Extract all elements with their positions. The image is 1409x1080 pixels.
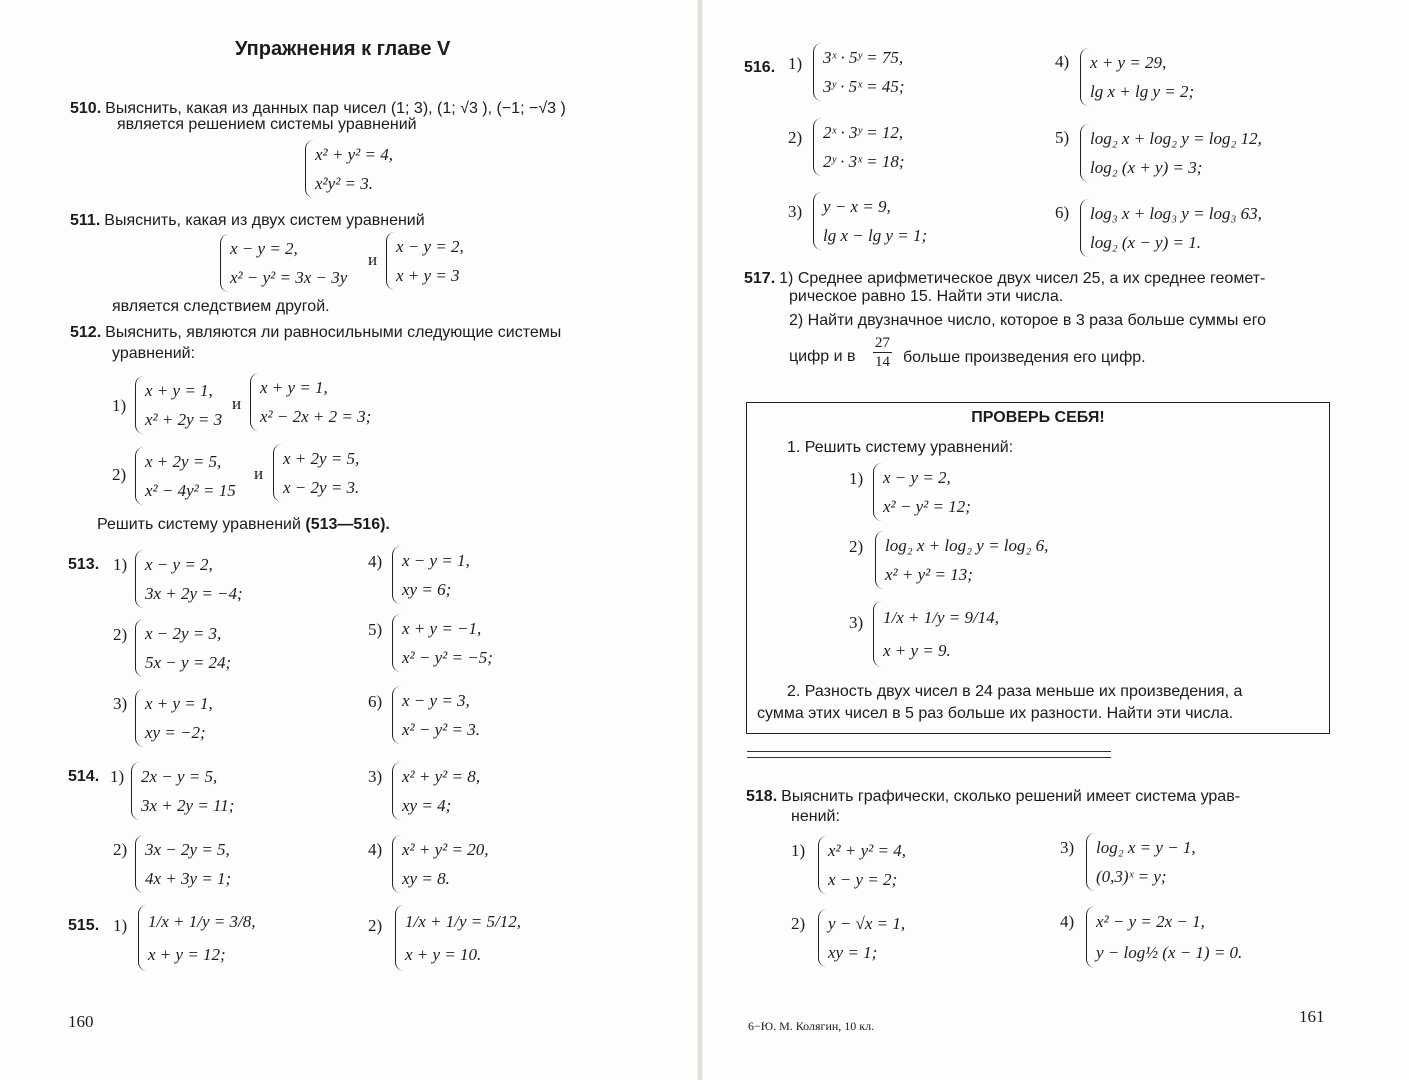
equation-system bbox=[386, 232, 464, 290]
instruction-range: (513—516). bbox=[305, 516, 390, 533]
equation: log₂ x = y − 1, bbox=[1096, 838, 1196, 857]
equation: 1/x + 1/y = 9/14, bbox=[883, 608, 999, 627]
equation: x² + 2y = 3 bbox=[145, 410, 223, 429]
equation: 3ˣ · 5ʸ = 75, bbox=[823, 48, 904, 67]
fraction bbox=[873, 334, 892, 371]
equation-system bbox=[138, 905, 255, 971]
equation: x + y = 1, bbox=[145, 694, 213, 713]
item-label: 3) bbox=[368, 767, 383, 786]
equation: x + y = −1, bbox=[402, 619, 482, 638]
exercise-text: 2) Найти двузначное число, которое в 3 раза больше суммы его bbox=[789, 312, 1267, 329]
equation: y − √x = 1, bbox=[828, 914, 906, 933]
equation-system bbox=[135, 550, 243, 608]
equation: 3x − 2y = 5, bbox=[145, 840, 230, 859]
equation: y − x = 9, bbox=[823, 197, 891, 216]
instruction bbox=[97, 516, 390, 534]
exercise-512 bbox=[70, 322, 561, 342]
equation-system bbox=[392, 614, 493, 672]
equation: x² + y² = 8, bbox=[402, 767, 480, 786]
item-label: 1) bbox=[788, 54, 803, 73]
equation: x + y = 1, bbox=[260, 378, 328, 397]
equation: x² − y² = 12; bbox=[883, 497, 971, 516]
equation: lg x + lg y = 2; bbox=[1090, 82, 1195, 101]
exercise-511 bbox=[70, 210, 425, 230]
equation: x² + y² = 13; bbox=[885, 565, 973, 584]
equation: 2ʸ · 3ˣ = 18; bbox=[823, 152, 905, 171]
equation: (0,3)ˣ = y; bbox=[1096, 867, 1167, 886]
equation: x² − y² = 3x − 3y bbox=[230, 268, 348, 287]
equation: 2ˣ · 3ʸ = 12, bbox=[823, 123, 904, 142]
exercise-text: является решением системы уравнений bbox=[117, 116, 417, 133]
item-label: 4) bbox=[1055, 52, 1070, 71]
page-number: 161 bbox=[1299, 1007, 1325, 1026]
equation: 4x + 3y = 1; bbox=[145, 869, 232, 888]
equation: x − y = 2, bbox=[883, 468, 951, 487]
page-footer: 6−Ю. М. Колягин, 10 кл. bbox=[748, 1019, 875, 1033]
exercise-text: Выяснить, какая из двух систем уравнений bbox=[104, 212, 425, 229]
equation-system bbox=[250, 373, 371, 431]
equation: 5x − y = 24; bbox=[145, 653, 232, 672]
equation-system bbox=[135, 835, 231, 893]
equation-system bbox=[273, 444, 359, 502]
equation: x + y = 10. bbox=[405, 945, 482, 964]
equation-system bbox=[813, 43, 905, 101]
item-label: 5) bbox=[368, 620, 383, 639]
equation: log₂ (x + y) = 3; bbox=[1090, 158, 1203, 177]
left-page bbox=[0, 0, 700, 1080]
equation: log₂ x + log₂ y = log₂ 6, bbox=[885, 536, 1049, 555]
equation: xy = 1; bbox=[828, 943, 878, 962]
equation-system bbox=[813, 118, 905, 176]
equation-system bbox=[813, 192, 927, 250]
equation-system bbox=[131, 762, 234, 820]
equation: x² + y² = 4, bbox=[315, 145, 393, 164]
equation: x² + y² = 4, bbox=[828, 841, 906, 860]
equation: x − y = 2; bbox=[828, 870, 898, 889]
equation: xy = −2; bbox=[145, 723, 206, 742]
equation: xy = 6; bbox=[402, 580, 452, 599]
equation-system bbox=[392, 686, 480, 744]
page-number: 160 bbox=[68, 1012, 94, 1031]
divider-line bbox=[747, 757, 1111, 758]
equation: log₂ x + log₂ y = log₂ 12, bbox=[1090, 129, 1262, 148]
equation-system bbox=[135, 447, 236, 505]
exercise-text: Выяснить графически, сколько решений имеет система урав- bbox=[781, 788, 1241, 805]
equation: x + y = 1, bbox=[145, 381, 213, 400]
equation-system bbox=[135, 689, 213, 747]
exercise-518 bbox=[746, 786, 1240, 806]
exercise-text: является следствием другой. bbox=[112, 298, 330, 315]
equation-system bbox=[818, 836, 906, 894]
equation: 3x + 2y = 11; bbox=[141, 796, 235, 815]
exercise-number: 514. bbox=[68, 768, 100, 785]
equation-system bbox=[135, 376, 222, 434]
equation: x² − 4y² = 15 bbox=[145, 481, 236, 500]
item-label: 4) bbox=[368, 552, 383, 571]
question-text: сумма этих чисел в 5 раз больше их разности. Найти эти числа. bbox=[757, 705, 1234, 722]
item-label: 2) bbox=[368, 916, 383, 935]
exercise-number: 515. bbox=[68, 917, 100, 934]
equation: x² − y² = −5; bbox=[402, 648, 493, 667]
chapter-title: Упражнения к главе V bbox=[235, 38, 451, 60]
equation-system bbox=[395, 905, 521, 971]
equation-system bbox=[392, 835, 488, 893]
box-title: ПРОВЕРЬ СЕБЯ! bbox=[971, 409, 1105, 426]
exercise-number: 510. bbox=[70, 100, 102, 117]
equation: x + y = 9. bbox=[883, 641, 951, 660]
item-label: 3) bbox=[788, 202, 803, 221]
item-label: 3) bbox=[113, 694, 128, 713]
conjunction: и bbox=[254, 464, 264, 483]
check-yourself-box bbox=[746, 402, 1330, 734]
equation: x² − y = 2x − 1, bbox=[1096, 912, 1205, 931]
equation: x + y = 3 bbox=[396, 266, 460, 285]
equation: x − 2y = 3. bbox=[283, 478, 360, 497]
conjunction: и bbox=[368, 250, 378, 269]
exercise-text: Выяснить, являются ли равносильными следующие системы bbox=[105, 324, 562, 341]
fraction-denominator: 14 bbox=[875, 354, 890, 370]
exercise-text: цифр и в bbox=[789, 348, 856, 365]
item-label: 1) bbox=[849, 469, 864, 488]
equation-system bbox=[392, 762, 480, 820]
item-label: 2) bbox=[112, 465, 127, 484]
equation-system bbox=[220, 234, 347, 292]
equation: lg x − lg y = 1; bbox=[823, 226, 928, 245]
equation: x + 2y = 5, bbox=[145, 452, 222, 471]
item-label: 5) bbox=[1055, 128, 1070, 147]
exercise-number: 516. bbox=[744, 59, 776, 76]
equation-system bbox=[1080, 199, 1262, 257]
item-label: 6) bbox=[1055, 203, 1070, 222]
equation: xy = 4; bbox=[402, 796, 452, 815]
equation-system bbox=[1080, 124, 1262, 182]
equation-system bbox=[873, 463, 971, 521]
exercise-text: нений: bbox=[791, 808, 840, 825]
item-label: 3) bbox=[849, 613, 864, 632]
item-label: 4) bbox=[1060, 912, 1075, 931]
exercise-text: больше произведения его цифр. bbox=[903, 349, 1146, 366]
exercise-number: 513. bbox=[68, 556, 100, 573]
equation: x − 2y = 3, bbox=[145, 624, 222, 643]
equation-system bbox=[1086, 833, 1196, 891]
equation: x − y = 2, bbox=[230, 239, 298, 258]
exercise-number: 518. bbox=[746, 788, 778, 805]
item-label: 4) bbox=[368, 840, 383, 859]
divider-line bbox=[747, 751, 1111, 752]
equation: x² − y² = 3. bbox=[402, 720, 480, 739]
equation: x − y = 3, bbox=[402, 691, 470, 710]
item-label: 1) bbox=[113, 916, 128, 935]
item-label: 1) bbox=[791, 841, 806, 860]
right-page bbox=[701, 0, 1409, 1080]
instruction-text: Решить систему уравнений bbox=[97, 516, 301, 533]
equation-system bbox=[873, 601, 999, 667]
item-label: 2) bbox=[788, 128, 803, 147]
question-text: 1. Решить систему уравнений: bbox=[787, 439, 1014, 456]
exercise-text: 1) Среднее арифметическое двух чисел 25, а их среднее геомет- bbox=[779, 270, 1266, 287]
item-label: 1) bbox=[112, 396, 127, 415]
item-label: 2) bbox=[113, 625, 128, 644]
equation: 3ʸ · 5ˣ = 45; bbox=[823, 77, 905, 96]
exercise-517 bbox=[744, 268, 1265, 288]
equation-system bbox=[818, 909, 905, 967]
equation: x² + y² = 20, bbox=[402, 840, 489, 859]
exercise-text: рическое равно 15. Найти эти числа. bbox=[789, 288, 1064, 305]
exercise-text: Выяснить, какая из данных пар чисел (1; 3), (1; √3 ), (−1; −√3 ) bbox=[105, 100, 566, 117]
equation: x + y = 12; bbox=[148, 945, 226, 964]
equation-system bbox=[1086, 906, 1242, 968]
exercise-number: 511. bbox=[70, 212, 101, 229]
equation: 1/x + 1/y = 3/8, bbox=[148, 912, 256, 931]
fraction-numerator: 27 bbox=[875, 335, 890, 351]
equation: x + 2y = 5, bbox=[283, 449, 360, 468]
equation: x − y = 2, bbox=[145, 555, 213, 574]
equation: log₃ x + log₃ y = log₃ 63, bbox=[1090, 204, 1262, 223]
question-text: 2. Разность двух чисел в 24 раза меньше их произведения, а bbox=[787, 683, 1243, 700]
equation-system bbox=[875, 531, 1048, 589]
exercise-text: уравнений: bbox=[112, 345, 196, 362]
item-label: 6) bbox=[368, 692, 383, 711]
conjunction: и bbox=[232, 394, 242, 413]
equation-system bbox=[1080, 48, 1194, 106]
item-label: 2) bbox=[849, 537, 864, 556]
item-label: 1) bbox=[113, 555, 128, 574]
exercise-510 bbox=[70, 98, 566, 118]
item-label: 2) bbox=[791, 914, 806, 933]
equation: y − log½ (x − 1) = 0. bbox=[1096, 943, 1243, 962]
equation: 2x − y = 5, bbox=[141, 767, 218, 786]
item-label: 3) bbox=[1060, 838, 1075, 857]
exercise-number: 512. bbox=[70, 324, 102, 341]
item-label: 2) bbox=[113, 840, 128, 859]
exercise-number: 517. bbox=[744, 270, 776, 287]
equation: xy = 8. bbox=[402, 869, 450, 888]
equation: x + y = 29, bbox=[1090, 53, 1167, 72]
equation: x − y = 1, bbox=[402, 551, 470, 570]
equation: 1/x + 1/y = 5/12, bbox=[405, 912, 521, 931]
item-label: 1) bbox=[110, 767, 125, 786]
equation: x² − 2x + 2 = 3; bbox=[260, 407, 372, 426]
equation-system bbox=[305, 140, 393, 198]
equation: 3x + 2y = −4; bbox=[145, 584, 243, 603]
equation: x − y = 2, bbox=[396, 237, 464, 256]
equation: log₂ (x − y) = 1. bbox=[1090, 233, 1201, 252]
equation: x²y² = 3. bbox=[315, 174, 374, 193]
equation-system bbox=[135, 619, 231, 677]
equation-system bbox=[392, 546, 470, 604]
